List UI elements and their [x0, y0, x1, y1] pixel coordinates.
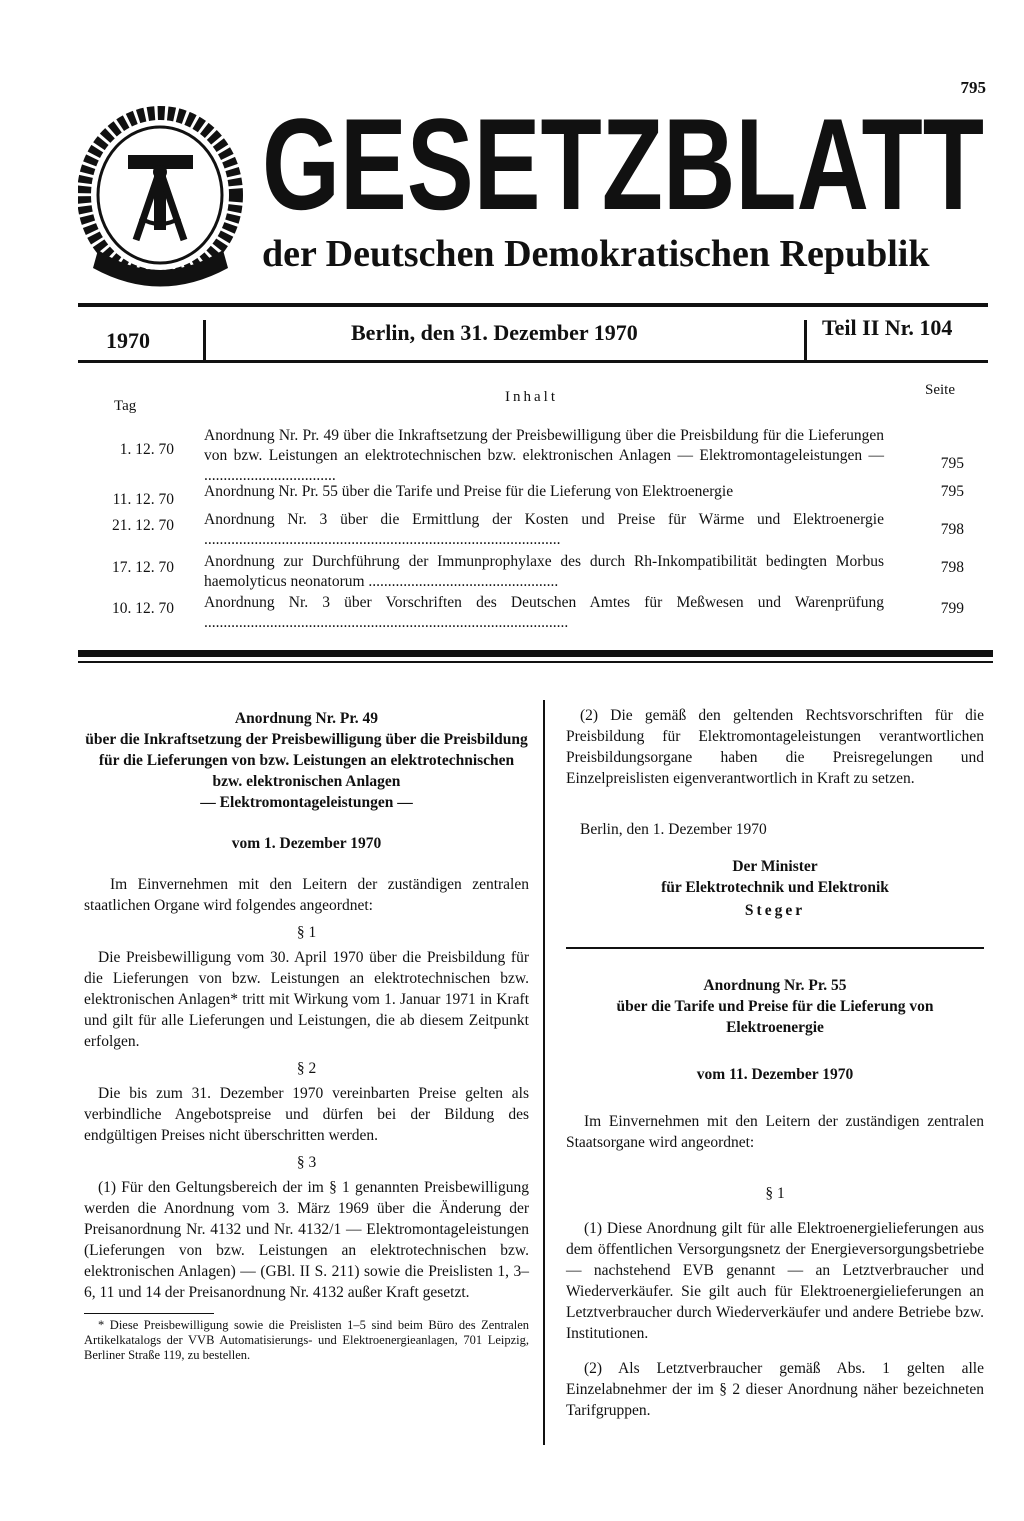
masthead-subtitle: der Deutschen Demokratischen Republik [262, 233, 930, 275]
right-column [566, 705, 984, 1421]
infobar-top-rule [78, 303, 988, 307]
toc-column-seite: Seite [925, 382, 955, 398]
ordinance-55-date: vom 11. Dezember 1970 [696, 1066, 854, 1083]
toc-column-inhalt: Inhalt [505, 389, 558, 405]
toc-entry-title: Anordnung Nr. 3 über Vorschriften des Deutschen Amtes für Meßwesen und Warenprüfung .............................................................................................. [204, 594, 884, 631]
toc-entry-date: 21. 12. 70 [112, 517, 174, 534]
toc-entry-date: 11. 12. 70 [112, 491, 174, 508]
section-divider [78, 650, 993, 657]
issue-number: Teil II Nr. 104 [822, 315, 953, 340]
ordinance-55-intro: Im Einvernehmen mit den Leitern der zuständigen zentralen Staatsorgane wird angeordnet: [566, 1113, 984, 1151]
ordinance-49-section-2-label: § 2 [296, 1060, 317, 1077]
toc-column-tag: Tag [114, 398, 137, 414]
ordinance-55-subject: über die Tarife und Preise für die Lieferung von Elektroenergie [616, 998, 934, 1036]
infobar-separator [203, 320, 206, 360]
minister-name: Steger [744, 902, 806, 919]
issue-place-date: Berlin, den 31. Dezember 1970 [351, 320, 638, 345]
column-separator [543, 700, 545, 1445]
minister-title: Der Minister [732, 858, 818, 875]
toc-entry-date: 17. 12. 70 [112, 559, 174, 576]
toc-entry-date: 10. 12. 70 [112, 600, 174, 617]
ordinance-49-heading: Anordnung Nr. Pr. 49 [234, 710, 379, 727]
infobar-separator [804, 320, 807, 360]
ordinance-49-date: vom 1. Dezember 1970 [231, 835, 382, 852]
ordinance-55-section-1-para-2: (2) Als Letztverbraucher gemäß Abs. 1 gelten alle Einzelabnehmer der im § 2 dieser Anordnung näher bezeichneten Tarifgruppen. [566, 1360, 984, 1419]
ordinance-55-section-1-para-1: (1) Diese Anordnung gilt für alle Elektroenergielieferungen aus dem öffentlichen Versorgungsnetz der Energieversorgungsbetriebe — nachstehend EVB genannt — an Letztverbraucher und Wiederverkäufer. Sie gilt auch für Elektroenergielieferungen an Letztverbraucher durch Wiederverkäufer und andere Betriebe bzw. Institutionen. [566, 1220, 984, 1342]
toc-entry-page: 798 [940, 559, 964, 576]
ordinance-49-section-3-label: § 3 [296, 1154, 317, 1171]
toc-entry-page: 795 [940, 455, 964, 472]
masthead-title-text: GESETZBLATT [262, 106, 984, 221]
toc-entry-title: Anordnung Nr. Pr. 49 über die Inkraftsetzung der Preisbewilligung über die Preisbildung für die Lieferungen von bzw. Leistungen an elektrotechnischen bzw. elektronischen Anlagen — Elektromontageleistungen — .................................. [204, 427, 884, 484]
ordinance-49-subject-suffix: — Elektromontageleistungen — [200, 794, 413, 811]
ordinance-55-section-1-label: § 1 [765, 1185, 785, 1202]
ordinance-49-intro: Im Einvernehmen mit den Leitern der zuständigen zentralen staatlichen Organe wird folgendes angeordnet: [84, 876, 529, 914]
ministry-name: für Elektrotechnik und Elektronik [661, 879, 889, 896]
ordinance-49-section-1-label: § 1 [296, 924, 317, 941]
signoff-place-date: Berlin, den 1. Dezember 1970 [580, 821, 767, 838]
page-number: 795 [960, 78, 986, 97]
infobar-bottom-rule [78, 360, 988, 363]
toc-entry-date: 1. 12. 70 [119, 441, 174, 458]
footnote: * Diese Preisbewilligung sowie die Preislisten 1–5 sind beim Büro des Zentralen Artikelkatalogs der VVB Automatisierungs- und Elektroenergieanlagen, 701 Leipzig, Berliner Straße 119, zu bestellen. [84, 1318, 529, 1362]
toc-entry-page: 798 [940, 521, 964, 538]
toc-entry-title: Anordnung Nr. Pr. 55 über die Tarife und Preise für die Lieferung von Elektroenergie [204, 483, 734, 500]
ordinance-49-section-2: Die bis zum 31. Dezember 1970 vereinbarten Preise gelten als verbindliche Angebotspreise und dürfen bei der Bildung des endgültigen Preises nicht überschritten werden. [84, 1085, 529, 1144]
toc-entry-page: 799 [940, 600, 964, 617]
footnote-rule [84, 1313, 214, 1314]
ordinance-separator [566, 947, 984, 949]
ordinance-49-section-3-para-2: (2) Die gemäß den geltenden Rechtsvorschriften für die Preisbildung für Elektromontageleistungen verantwortlichen Preisbildungsorgane haben die Preisregelungen und Einzelpreislisten eigenverantwortlich in Kraft zu setzen. [566, 707, 984, 787]
ordinance-49-section-1: Die Preisbewilligung vom 30. April 1970 über die Preisbildung für die Lieferungen von bzw. Leistungen an elektrotechnischen bzw. elektronischen Anlagen* tritt mit Wirkung vom 1. Januar 1971 in Kraft und gilt für alle Lieferungen und Leistungen, die ab diesem Zeitpunkt erfolgen. [84, 949, 529, 1050]
section-divider-thin [78, 661, 993, 663]
left-column [84, 708, 529, 1363]
ordinance-55-heading: Anordnung Nr. Pr. 55 [703, 977, 847, 994]
toc-entry-title: Anordnung zur Durchführung der Immunprophylaxe des durch Rh-Inkompatibilität bedingten Morbus haemolyticus neonatorum ................................................. [204, 553, 884, 590]
ordinance-49-section-3-para-1: (1) Für den Geltungsbereich der im § 1 genannten Preisbewilligung werden die Anordnung vom 3. März 1969 über die Änderung der Preisanordnung Nr. 4132 und Nr. 4132/1 — Elektromontageleistungen (Lieferungen von bzw. Leistungen an elektrotechnischen bzw. elektronischen Anlagen) — (GBl. II S. 211) sowie die Preislisten 1, 3–6, 11 und 14 der Preisanordnung Nr. 4132 außer Kraft gesetzt. [84, 1179, 529, 1301]
masthead-title [262, 106, 987, 221]
gdr-state-emblem-icon [78, 100, 243, 300]
ordinance-49-subject: über die Inkraftsetzung der Preisbewilligung über die Preisbildung für die Lieferungen von bzw. Leistungen an elektrotechnischen bzw. elektronischen Anlagen [85, 731, 528, 790]
toc-entry-title: Anordnung Nr. 3 über die Ermittlung der Kosten und Preise für Wärme und Elektroenergie ............................................................................................ [204, 511, 884, 548]
toc-entry-page: 795 [940, 483, 964, 500]
issue-year: 1970 [106, 328, 150, 353]
